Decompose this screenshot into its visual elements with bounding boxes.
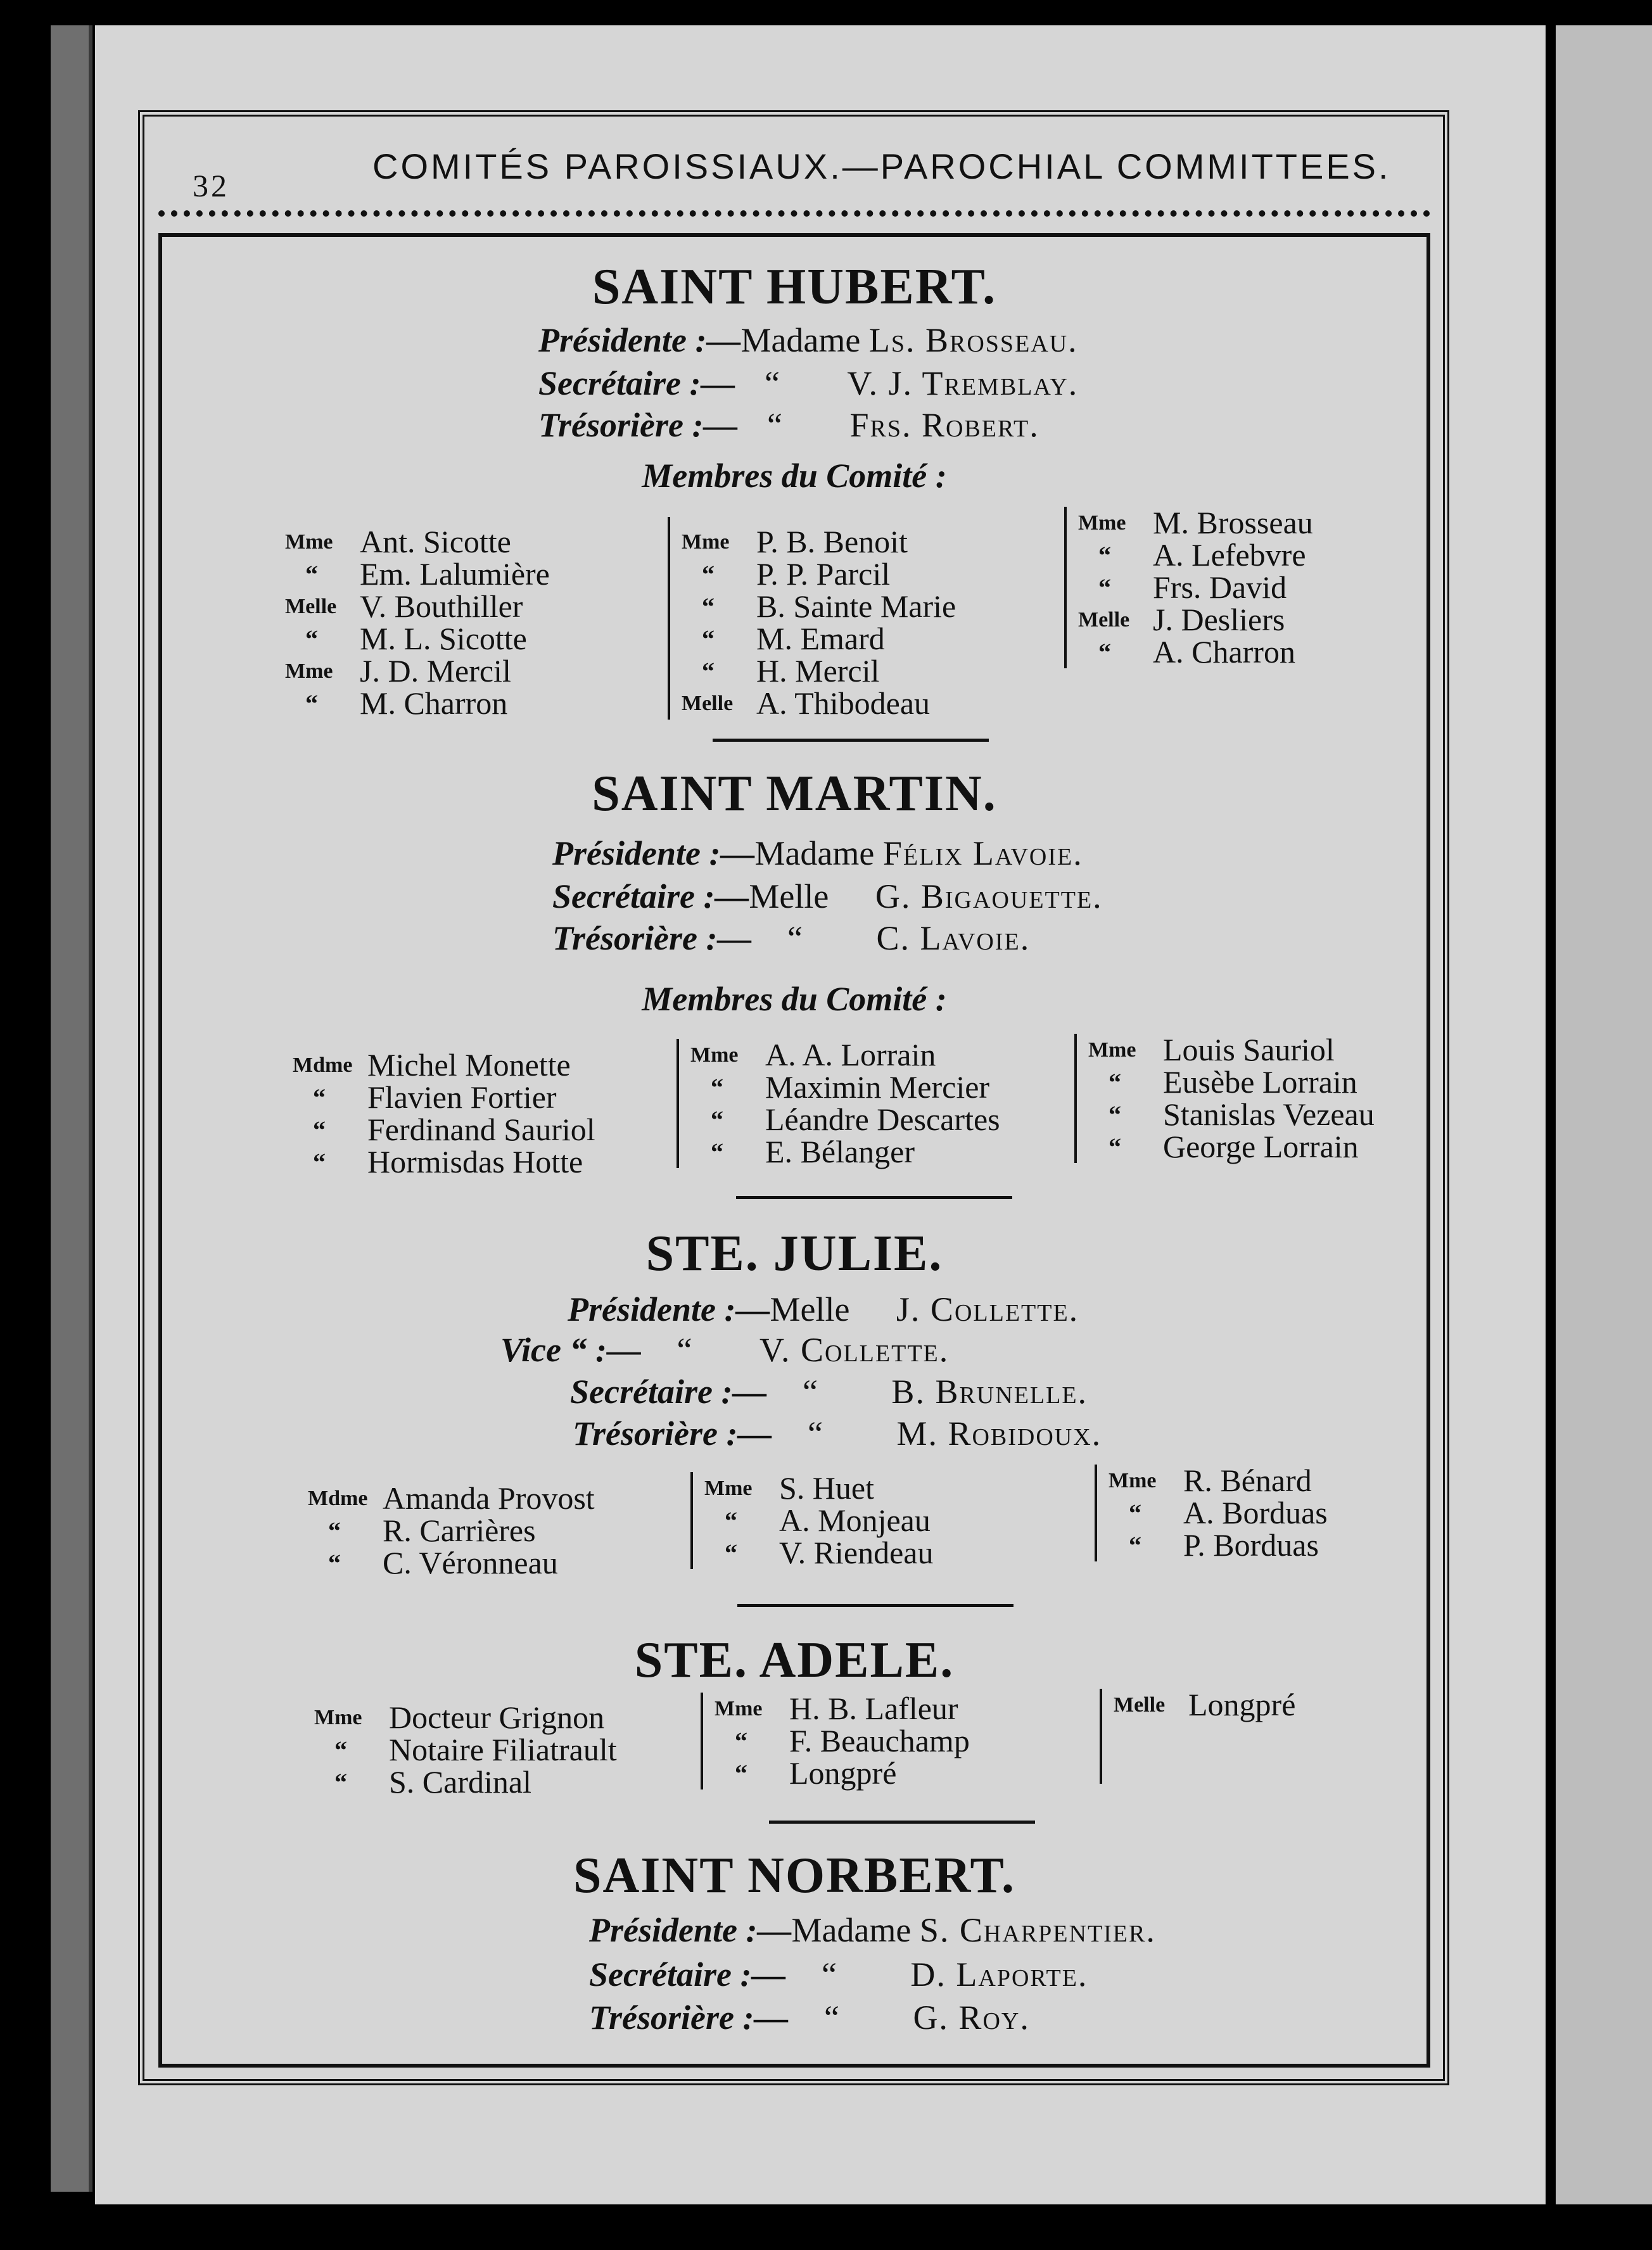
member-column (1074, 1034, 1375, 1163)
member-row (682, 558, 956, 590)
member-name: V. Bouthiller (360, 588, 523, 624)
officer-secretaire (570, 1372, 1088, 1411)
officer-title: “ (802, 1373, 818, 1411)
member-name: P. P. Parcil (756, 556, 891, 592)
member-name: Léandre Descartes (765, 1102, 1000, 1137)
officer-tresoriere (538, 405, 1039, 445)
officer-secretaire (552, 877, 1103, 916)
officer-name: Félix Lavoie. (882, 834, 1083, 872)
member-row (1078, 636, 1313, 668)
member-name: Frs. David (1153, 569, 1287, 605)
officer-title: “ (807, 1414, 823, 1452)
member-name: M. Charron (360, 685, 508, 721)
member-title: “ (1098, 638, 1111, 666)
section-separator (713, 739, 989, 742)
member-row (314, 1734, 617, 1766)
member-title: Mdme (293, 1053, 353, 1077)
member-row (682, 526, 956, 558)
member-title: Mdme (308, 1487, 368, 1510)
member-title: “ (1109, 1133, 1121, 1161)
member-column (1095, 1465, 1328, 1561)
member-row (715, 1725, 970, 1757)
member-column (314, 1701, 617, 1798)
officer-role: Trésorière :— (538, 406, 738, 444)
officer-name: C. Lavoie. (876, 919, 1031, 957)
facing-page-edge (1556, 25, 1652, 2204)
member-name: Louis Sauriol (1163, 1032, 1335, 1067)
member-title: Mme (690, 1043, 739, 1067)
member-title: “ (1098, 541, 1111, 569)
member-row (1109, 1465, 1328, 1497)
member-title: “ (305, 689, 318, 718)
member-title: Mme (704, 1477, 753, 1500)
member-row (704, 1504, 933, 1537)
officer-title: Madame (791, 1911, 912, 1949)
member-row (285, 526, 550, 558)
member-title: “ (702, 592, 715, 621)
officer-title: “ (764, 364, 780, 402)
member-column (1100, 1689, 1295, 1784)
member-name: Longpré (789, 1755, 897, 1791)
member-name: M. L. Sicotte (360, 621, 527, 656)
officer-presidente (552, 834, 1083, 873)
member-title: Melle (285, 595, 337, 618)
member-title: Mme (314, 1706, 362, 1729)
officer-name: S. Charpentier. (919, 1911, 1156, 1949)
member-name: R. Carrières (383, 1513, 536, 1548)
member-row (293, 1114, 595, 1146)
member-row (1078, 571, 1313, 604)
member-column (690, 1472, 933, 1569)
officer-tresoriere (573, 1414, 1102, 1453)
member-title: “ (334, 1768, 347, 1796)
member-name: A. Charron (1153, 634, 1295, 670)
member-row (1078, 604, 1313, 636)
member-row (1078, 507, 1313, 539)
member-title: Melle (1078, 608, 1130, 632)
officer-role: Présidente :— (568, 1290, 770, 1328)
member-name: V. Riendeau (779, 1535, 934, 1570)
member-title: “ (702, 657, 715, 685)
member-title: “ (711, 1073, 723, 1102)
member-name: E. Bélanger (765, 1134, 915, 1169)
officer-name: Ls. Brosseau. (868, 321, 1078, 359)
member-title: Mme (1109, 1469, 1157, 1492)
officer-title: “ (677, 1331, 692, 1369)
member-row (1114, 1689, 1295, 1721)
member-name: Hormisdas Hotte (367, 1144, 583, 1179)
member-name: Longpré (1188, 1687, 1296, 1722)
section-title-saint-martin: SAINT MARTIN. (592, 766, 997, 822)
member-name: Maximin Mercier (765, 1069, 990, 1105)
section-title-saint-norbert: SAINT NORBERT. (573, 1848, 1015, 1904)
member-name: Amanda Provost (383, 1480, 595, 1516)
member-row (285, 558, 550, 590)
member-title: “ (1109, 1068, 1121, 1096)
page-header (170, 146, 1411, 203)
member-name: M. Brosseau (1153, 505, 1313, 540)
member-row (682, 590, 956, 623)
officer-name: V. J. Tremblay. (847, 364, 1079, 402)
member-column (1064, 507, 1313, 668)
member-row (704, 1472, 933, 1504)
member-row (1088, 1066, 1375, 1098)
member-row (682, 623, 956, 655)
member-name: R. Bénard (1183, 1463, 1312, 1498)
member-name: Docteur Grignon (389, 1700, 605, 1735)
member-row (690, 1136, 1000, 1168)
member-name: H. Mercil (756, 653, 880, 689)
member-row (682, 687, 956, 720)
officer-title: “ (821, 1955, 837, 1993)
member-name: H. B. Lafleur (789, 1691, 958, 1726)
officer-title: “ (787, 919, 803, 957)
member-row (293, 1146, 595, 1178)
member-name: Ant. Sicotte (360, 524, 511, 559)
member-name: Flavien Fortier (367, 1079, 557, 1115)
member-row (690, 1039, 1000, 1071)
member-row (715, 1693, 970, 1725)
member-column (668, 517, 956, 720)
member-row (1109, 1529, 1328, 1561)
section-separator (769, 1821, 1035, 1824)
member-title: “ (735, 1727, 747, 1755)
member-column (677, 1039, 1000, 1168)
section-title-saint-hubert: SAINT HUBERT. (592, 259, 997, 315)
member-title: Mme (715, 1697, 763, 1720)
member-title: Melle (682, 692, 734, 715)
officer-name: B. Brunelle. (891, 1373, 1088, 1411)
member-name: Notaire Filiatrault (389, 1732, 617, 1767)
officer-role: Vice “ :— (500, 1331, 641, 1369)
member-row (308, 1482, 595, 1515)
officer-title: “ (766, 406, 782, 444)
officer-title: “ (823, 1999, 839, 2037)
officer-role: Secrétaire :— (570, 1373, 767, 1411)
officer-title: Madame (754, 834, 875, 872)
member-name: M. Emard (756, 621, 885, 656)
member-row (1088, 1098, 1375, 1131)
member-title: Mme (285, 659, 333, 683)
member-name: A. Lefebvre (1153, 537, 1306, 573)
member-title: Melle (1114, 1693, 1166, 1717)
member-row (314, 1701, 617, 1734)
member-title: “ (313, 1083, 326, 1112)
member-name: A. A. Lorrain (765, 1037, 936, 1072)
page-number: 32 (193, 168, 229, 203)
member-name: George Lorrain (1163, 1129, 1359, 1164)
members-heading: Membres du Comité : (642, 457, 947, 495)
officer-name: D. Laporte. (910, 1955, 1088, 1993)
member-row (314, 1766, 617, 1798)
member-column (701, 1693, 970, 1789)
member-row (308, 1547, 595, 1579)
member-title: “ (702, 560, 715, 588)
section-title-ste-adele: STE. ADELE. (634, 1632, 955, 1688)
member-row (690, 1071, 1000, 1103)
officer-name: M. Robidoux. (896, 1414, 1102, 1452)
member-column (293, 1049, 595, 1178)
section-separator (736, 1196, 1012, 1199)
member-title: “ (334, 1736, 347, 1764)
officer-title: Madame (740, 321, 861, 359)
officer-presidente (568, 1290, 1079, 1329)
officer-role: Présidente :— (552, 834, 755, 872)
officer-role: Trésorière :— (589, 1999, 789, 2037)
member-title: Mme (1078, 511, 1126, 535)
officer-role: Secrétaire :— (538, 364, 735, 402)
member-name: Stanislas Vezeau (1163, 1096, 1375, 1132)
member-title: “ (328, 1516, 341, 1545)
member-title: “ (313, 1148, 326, 1176)
member-column (308, 1482, 595, 1579)
member-name: B. Sainte Marie (756, 588, 956, 624)
member-row (285, 623, 550, 655)
member-title: “ (1129, 1531, 1141, 1560)
officer-vice-presidente (500, 1330, 949, 1370)
member-name: S. Huet (779, 1470, 874, 1506)
member-name: Michel Monette (367, 1047, 571, 1083)
member-row (1088, 1131, 1375, 1163)
member-name: S. Cardinal (389, 1764, 531, 1800)
running-title: COMITÉS PAROISSIAUX.—PAROCHIAL COMMITTEES. (372, 146, 1391, 186)
member-title: “ (1109, 1100, 1121, 1129)
member-title: “ (725, 1539, 737, 1567)
member-title: “ (1129, 1499, 1141, 1527)
member-title: “ (725, 1506, 737, 1535)
adjacent-page-edge (51, 25, 92, 2192)
officer-presidente (538, 321, 1078, 360)
member-name: Em. Lalumière (360, 556, 550, 592)
member-name: Ferdinand Sauriol (367, 1112, 595, 1147)
member-row (704, 1537, 933, 1569)
member-row (293, 1081, 595, 1114)
member-row (285, 687, 550, 720)
member-row (1109, 1497, 1328, 1529)
section-separator (737, 1604, 1013, 1607)
member-name: F. Beauchamp (789, 1723, 970, 1758)
member-name: A. Monjeau (779, 1503, 931, 1538)
member-column (285, 526, 550, 720)
member-title: “ (711, 1138, 723, 1166)
member-title: “ (735, 1759, 747, 1788)
officer-name: G. Roy. (913, 1999, 1030, 2037)
officer-role: Secrétaire :— (552, 877, 749, 915)
section-title-ste-julie: STE. JULIE. (645, 1226, 943, 1281)
member-title: Mme (285, 530, 333, 554)
member-name: J. Desliers (1153, 602, 1285, 637)
officer-secretaire (589, 1955, 1088, 1994)
member-title: Mme (682, 530, 730, 554)
officer-role: Présidente :— (589, 1911, 792, 1949)
member-row (715, 1757, 970, 1789)
officer-role: Secrétaire :— (589, 1955, 786, 1993)
officer-name: J. Collette. (896, 1290, 1079, 1328)
officer-tresoriere (552, 918, 1030, 958)
officer-role: Présidente :— (538, 321, 741, 359)
officer-title: Melle (770, 1290, 850, 1328)
member-title: Mme (1088, 1038, 1136, 1062)
member-row (285, 590, 550, 623)
members-heading: Membres du Comité : (642, 980, 947, 1018)
member-title: “ (1098, 573, 1111, 602)
dotted-rule (158, 210, 1430, 223)
member-row (690, 1103, 1000, 1136)
officer-role: Trésorière :— (573, 1414, 772, 1452)
member-name: A. Thibodeau (756, 685, 931, 721)
officer-name: Frs. Robert. (849, 406, 1039, 444)
officer-secretaire (538, 364, 1078, 403)
member-name: P. B. Benoit (756, 524, 908, 559)
member-title: “ (305, 625, 318, 653)
member-title: “ (328, 1549, 341, 1577)
member-title: “ (702, 625, 715, 653)
member-title: “ (305, 560, 318, 588)
member-row (682, 655, 956, 687)
officer-presidente (589, 1910, 1156, 1950)
member-name: Eusèbe Lorrain (1163, 1064, 1357, 1100)
member-name: P. Borduas (1183, 1527, 1319, 1563)
member-row (308, 1515, 595, 1547)
officer-name: G. Bigaouette. (875, 877, 1103, 915)
member-name: C. Véronneau (383, 1545, 558, 1580)
member-title: “ (313, 1115, 326, 1144)
member-name: A. Borduas (1183, 1495, 1328, 1530)
member-row (293, 1049, 595, 1081)
member-name: J. D. Mercil (360, 653, 511, 689)
officer-tresoriere (589, 1998, 1030, 2037)
member-row (285, 655, 550, 687)
member-row (1078, 539, 1313, 571)
member-row (1088, 1034, 1375, 1066)
officer-name: V. Collette. (759, 1331, 950, 1369)
officer-title: Melle (749, 877, 829, 915)
officer-role: Trésorière :— (552, 919, 752, 957)
member-title: “ (711, 1105, 723, 1134)
